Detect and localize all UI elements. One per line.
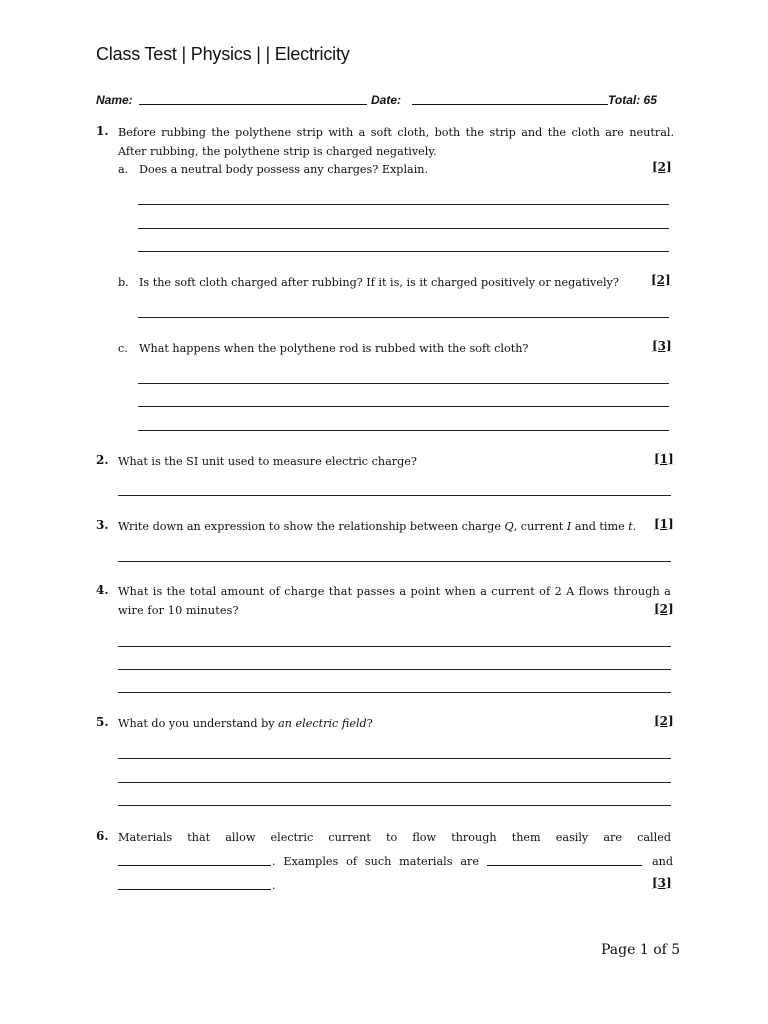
fill-in-blank[interactable] xyxy=(118,865,271,866)
question-1c-letter: c. xyxy=(118,342,128,355)
answer-line[interactable] xyxy=(138,406,669,407)
question-3-marks: [1] xyxy=(654,517,674,531)
question-6-number: 6. xyxy=(96,829,109,843)
question-6-and: and xyxy=(652,855,674,868)
question-4-text: What is the total amount of charge that passes a point when a current of 2 A flows through a wire for 10 minutes? xyxy=(118,585,671,617)
date-blank[interactable] xyxy=(412,104,608,105)
fill-in-blank[interactable] xyxy=(487,865,642,866)
answer-line[interactable] xyxy=(118,805,671,806)
question-4-marks: [2] xyxy=(654,602,674,616)
question-1c-marks: [3] xyxy=(652,339,672,353)
answer-line[interactable] xyxy=(138,430,669,431)
answer-line[interactable] xyxy=(118,782,671,783)
answer-line[interactable] xyxy=(138,383,669,384)
total-label: Total: 65 xyxy=(608,93,657,107)
answer-line[interactable] xyxy=(118,495,671,496)
answer-line[interactable] xyxy=(138,228,669,229)
answer-line[interactable] xyxy=(118,646,671,647)
question-2-number: 2. xyxy=(96,453,109,467)
question-5-number: 5. xyxy=(96,715,109,729)
question-1c-text: What happens when the polythene rod is rubbed with the soft cloth? xyxy=(139,342,529,355)
name-label: Name: xyxy=(96,93,133,107)
answer-line[interactable] xyxy=(118,758,671,759)
answer-line[interactable] xyxy=(138,251,669,252)
question-4-number: 4. xyxy=(96,583,109,597)
question-2-text: What is the SI unit used to measure electric charge? xyxy=(118,455,417,468)
question-6-line-2: . Examples of such materials are xyxy=(272,855,479,868)
page-number: Page 1 of 5 xyxy=(601,942,681,958)
question-1a-marks: [2] xyxy=(652,160,672,174)
question-1-text: Before rubbing the polythene strip with a soft cloth, both the strip and the cloth are neutral. After rubbing, the polythene strip is charged negatively. xyxy=(118,126,674,158)
question-1-number: 1. xyxy=(96,124,109,138)
question-6-period: . xyxy=(272,879,276,892)
question-5-text: What do you understand by an electric field? xyxy=(118,717,373,730)
date-label: Date: xyxy=(371,93,402,107)
question-3-number: 3. xyxy=(96,518,109,532)
question-1b-letter: b. xyxy=(118,276,129,289)
question-1b-marks: [2] xyxy=(651,273,671,287)
question-1b-text: Is the soft cloth charged after rubbing? If it is, is it charged positively or negatively? xyxy=(139,276,619,289)
answer-line[interactable] xyxy=(118,669,671,670)
question-3-text: Write down an expression to show the relationship between charge Q, current I and time t. xyxy=(118,520,637,533)
question-1a-text: Does a neutral body possess any charges? Explain. xyxy=(139,163,429,176)
question-1a-letter: a. xyxy=(118,163,129,176)
answer-line[interactable] xyxy=(138,204,669,205)
fill-in-blank[interactable] xyxy=(118,889,271,890)
answer-line[interactable] xyxy=(118,561,671,562)
answer-line[interactable] xyxy=(138,317,669,318)
question-2-marks: [1] xyxy=(654,452,674,466)
question-6-line-1: Materials that allow electric current to flow through them easily are called xyxy=(118,831,671,844)
page-title: Class Test | Physics | | Electricity xyxy=(96,44,350,64)
question-6-marks: [3] xyxy=(652,876,672,890)
question-5-marks: [2] xyxy=(654,714,674,728)
name-blank[interactable] xyxy=(139,104,367,105)
answer-line[interactable] xyxy=(118,692,671,693)
